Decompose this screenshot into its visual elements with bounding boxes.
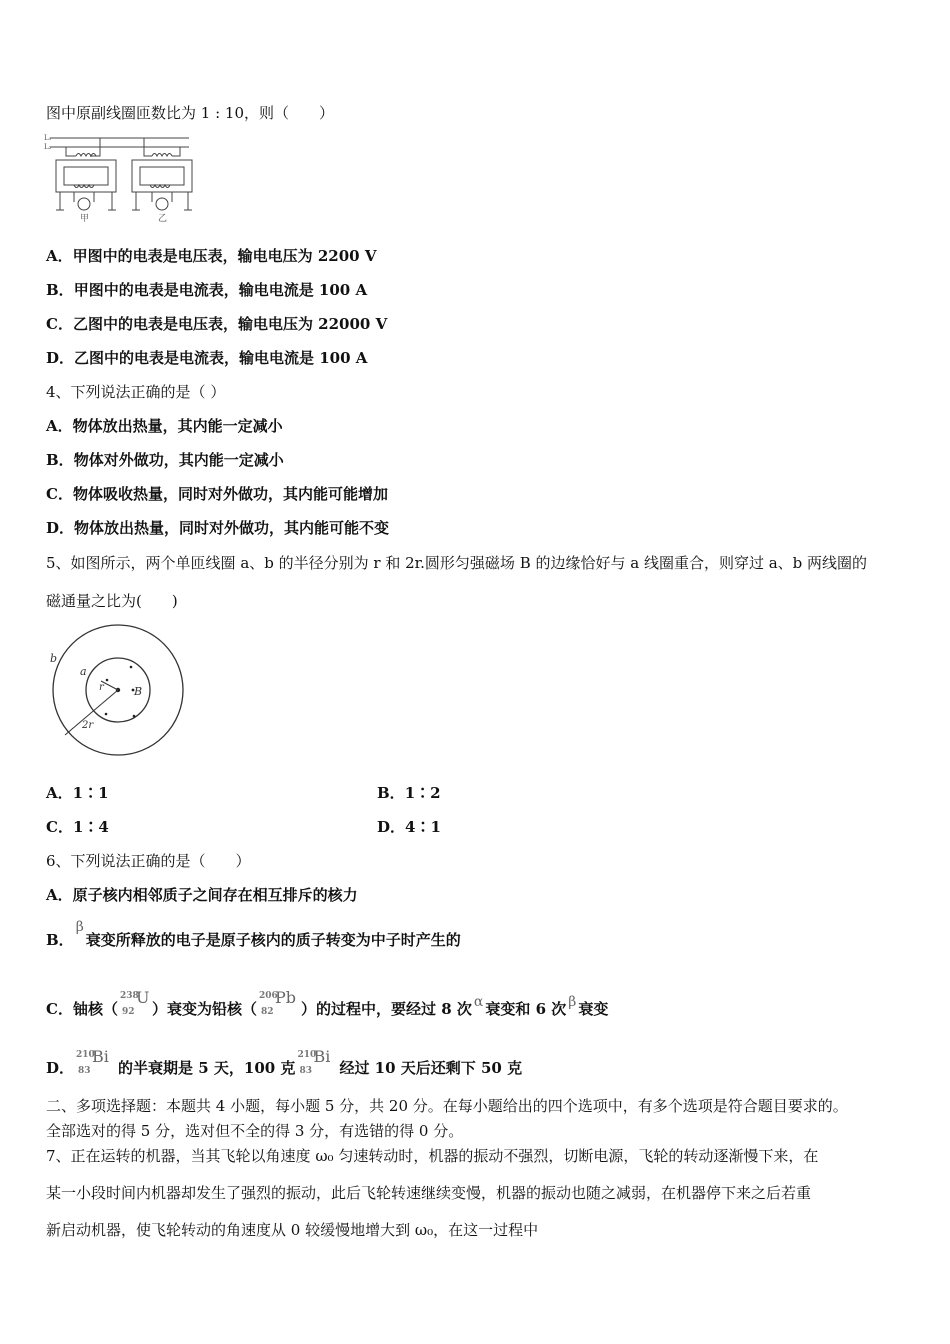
q5-stem-line1: 5、如图所示，两个单匝线圈 a、b 的半径分别为 r 和 2r.圆形匀强磁场 B 的边缘恰好与 a 线圈重合，则穿过 a、b 两线圈的 [46,554,868,572]
label-l1: L₁ [44,134,52,142]
q4-stem: 4、下列说法正确的是（ ） [46,383,226,401]
q5-option-b: B．1∶2 [377,784,441,802]
q4-option-a: A．物体放出热量，其内能一定减小 [46,417,283,435]
q5-stem-line2: 磁通量之比为( ) [46,592,178,610]
q6-option-c: C．铀核（ 238 92 U ）衰变为铅核（ 206 82 Pb ）的过程中，要经过 8 次 α 衰变和 6 次 β 衰变 [46,988,609,1018]
q5-option-d: D．4∶1 [377,818,441,836]
q5-option-c: C．1∶4 [46,818,109,836]
transformer-figure [44,130,194,222]
q7-line1: 7、正在运转的机器，当其飞轮以角速度 ω₀ 匀速转动时，机器的振动不强烈，切断电源，飞轮的转动逐渐慢下来，在 [46,1147,819,1165]
q5-option-a: A．1∶1 [46,784,109,802]
section2-line2: 全部选对的得 5 分，选对但不全的得 3 分，有选错的得 0 分。 [46,1122,464,1140]
q7-line3: 新启动机器，使飞轮转动的角速度从 0 较缓慢地增大到 ω₀，在这一过程中 [46,1221,539,1239]
q3-option-d: D．乙图中的电表是电流表，输电电流是 100 A [46,349,368,367]
uranium-nuclide: 238 92 U [119,988,150,1017]
lead-nuclide: 206 82 Pb [258,988,296,1017]
q7-line2: 某一小段时间内机器却发生了强烈的振动，此后飞轮转速继续变慢，机器的振动也随之减弱，在机器停下来之后若重 [46,1184,812,1202]
label-a: a [80,665,87,678]
q4-option-c: C．物体吸收热量，同时对外做功，其内能可能增加 [46,485,388,503]
q3-stem: 图中原副线圈匝数比为 1 : 10，则（ ） [46,104,334,122]
q6-option-d: D． 210 83 Bi 的半衰期是 5 天，100 克 210 83 Bi 经过 10 天后还剩下 50 克 [46,1047,523,1077]
q3-option-b: B．甲图中的电表是电流表，输电电流是 100 A [46,281,368,299]
section2-line1: 二、多项选择题：本题共 4 小题，每小题 5 分，共 20 分。在每小题给出的四个选项中，有多个选项是符合题目要求的。 [46,1097,848,1115]
q6-stem: 6、下列说法正确的是（ ） [46,852,251,870]
label-B: B [134,685,143,698]
q6-option-b: B．β衰变所释放的电子是原子核内的质子转变为中子时产生的 [46,919,461,949]
q4-option-d: D．物体放出热量，同时对外做功，其内能可能不变 [46,519,390,537]
q3-option-a: A．甲图中的电表是电压表，输电电压为 2200 V [46,247,377,265]
label-b: b [50,652,58,665]
label-r: r [99,682,104,693]
magnetic-field-figure [44,622,194,762]
label-2r: 2r [82,720,94,731]
bismuth-nuclide: 210 83 Bi [76,1047,109,1076]
label-l2: L₂ [44,143,52,151]
label-jia: 甲 [80,214,90,222]
bismuth-nuclide-2: 210 83 Bi [297,1047,331,1076]
q6-option-a: A．原子核内相邻质子之间存在相互排斥的核力 [46,886,358,904]
q4-option-b: B．物体对外做功，其内能一定减小 [46,451,284,469]
label-yi: 乙 [158,214,168,222]
q3-option-c: C．乙图中的电表是电压表，输电电压为 22000 V [46,315,388,333]
